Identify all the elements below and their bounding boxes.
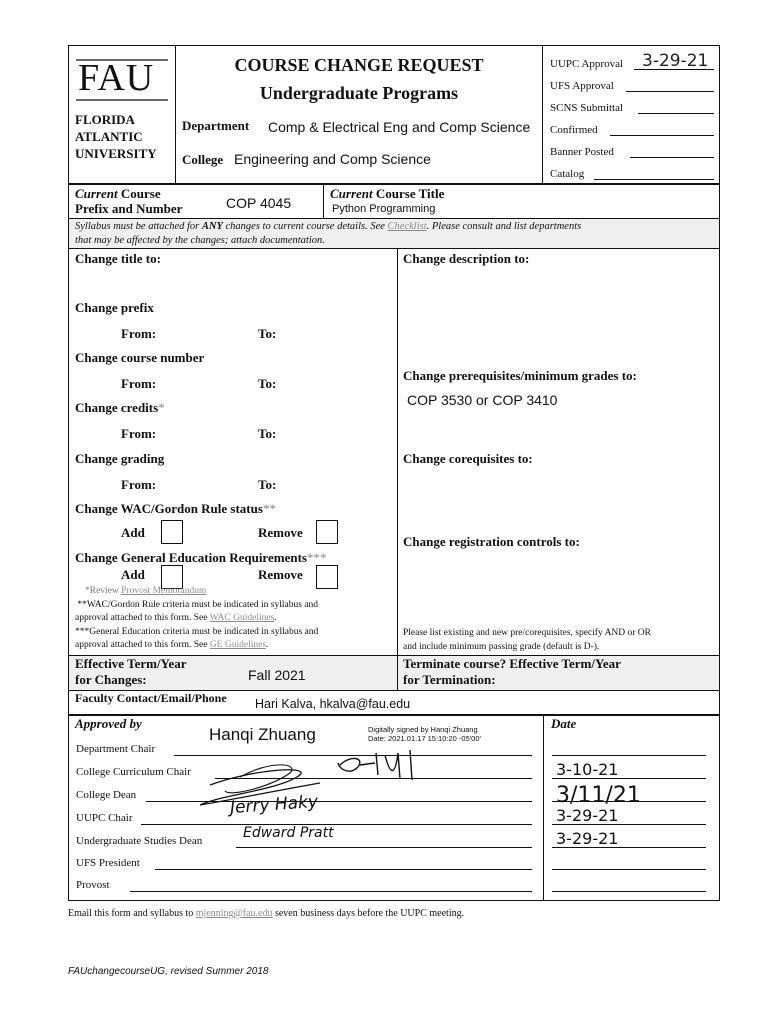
uupc-approval-date[interactable]: 3-29-21 — [642, 51, 709, 71]
prereq-field[interactable]: COP 3530 or COP 3410 — [407, 392, 558, 408]
course-title-label — [330, 186, 444, 202]
approval-date: 3/11/21 — [556, 783, 641, 808]
footnote-text: approval attached to this form. See — [75, 613, 210, 623]
prereq-note — [403, 627, 718, 654]
email-text: seven business days before the UUPC meeting. — [272, 908, 465, 919]
change-prefix-label: Change prefix — [75, 300, 154, 315]
note-text: that may be affected by the changes; attach documentation. — [75, 235, 325, 246]
divider — [323, 183, 324, 218]
gened-text: Change General Education Requirements — [75, 550, 307, 565]
confirmed-label: Confirmed — [550, 124, 598, 136]
logo-text: FAU — [78, 57, 155, 99]
footnote-text: approval attached to this form. See — [75, 640, 210, 650]
department-label: Department — [182, 118, 250, 133]
approval-row-label: UFS President — [76, 857, 140, 869]
approval-date: 3-29-21 — [556, 806, 619, 825]
date-label: Date — [551, 716, 577, 731]
to-label: To: — [258, 376, 277, 391]
gened-star: *** — [306, 550, 327, 565]
effective-term-field[interactable]: Fall 2021 — [248, 667, 306, 683]
footnote-text: . — [266, 640, 269, 650]
change-coreq-label: Change corequisites to: — [403, 451, 533, 466]
form-subtitle: Undergraduate Programs — [259, 83, 459, 103]
syllabus-note — [75, 220, 715, 248]
prefix-number-word: Prefix and Number — [75, 201, 183, 216]
footnote-text: *Review — [85, 586, 122, 596]
prefix-number-field[interactable]: COP 4045 — [226, 195, 292, 211]
wac-text: Change WAC/Gordon Rule status — [75, 501, 263, 516]
uupc-approval-label: UUPC Approval — [550, 58, 624, 70]
wac-guidelines-link[interactable]: WAC Guidelines — [209, 613, 275, 623]
left-footnotes — [75, 585, 395, 653]
change-title-label: Change title to: — [75, 251, 161, 266]
change-credits-label — [75, 400, 165, 416]
from-label: From: — [121, 326, 157, 341]
signature-line[interactable] — [236, 847, 532, 848]
gened-add-label: Add — [121, 567, 145, 582]
university-line: FLORIDA — [75, 112, 135, 127]
change-registration-label: Change registration controls to: — [403, 534, 580, 549]
note-text: . Please consult and list departments — [426, 221, 582, 232]
change-grading-label: Change grading — [75, 451, 165, 466]
divider — [397, 655, 398, 690]
current-word: Current — [75, 186, 118, 201]
course-title-word: Course Title — [372, 186, 445, 201]
date-line[interactable] — [552, 891, 706, 892]
email-link[interactable]: mjenning@fau.edu — [195, 908, 273, 919]
note-text: Please list existing and new pre/corequisites, specify AND or OR — [403, 628, 652, 638]
university-line: ATLANTIC — [75, 129, 143, 144]
approvals-box — [550, 53, 716, 185]
ufs-approval-label: UFS Approval — [550, 80, 614, 92]
date-line[interactable] — [552, 869, 706, 870]
department-field[interactable]: Comp & Electrical Eng and Comp Science — [268, 119, 531, 135]
wac-remove-checkbox[interactable] — [316, 520, 338, 544]
termination-label — [403, 656, 621, 688]
change-wac-label — [75, 501, 276, 517]
approval-row-label: Department Chair — [76, 743, 156, 755]
change-number-label: Change course number — [75, 350, 205, 365]
fau-logo — [74, 52, 170, 104]
approval-row-label: UUPC Chair — [76, 812, 133, 824]
note-text: Syllabus must be attached for — [75, 221, 202, 232]
wac-remove-label: Remove — [258, 525, 303, 540]
to-label: To: — [258, 426, 277, 441]
credits-star: * — [158, 400, 165, 415]
label-line: for Changes: — [75, 672, 147, 687]
scns-submittal-label: SCNS Submittal — [550, 102, 624, 114]
footnote-text: . — [274, 613, 277, 623]
university-line: UNIVERSITY — [75, 146, 157, 161]
dean-signature: Edward Pratt — [243, 825, 334, 841]
divider — [397, 248, 398, 690]
approval-date: 3-29-21 — [556, 829, 619, 848]
credits-text: Change credits — [75, 400, 159, 415]
revision-note: FAUchangecourseUG, revised Summer 2018 — [68, 966, 269, 977]
change-prereq-label: Change prerequisites/minimum grades to: — [403, 368, 637, 383]
note-text: changes to current course details. See — [222, 221, 388, 232]
divider — [68, 248, 720, 249]
digital-line: Digitally signed by Hanqi Zhuang — [368, 725, 478, 734]
label-line: Terminate course? Effective Term/Year — [403, 656, 621, 671]
university-name — [75, 111, 157, 162]
gened-remove-label: Remove — [258, 567, 303, 582]
approval-row-label: College Dean — [76, 789, 137, 801]
approval-row-label: Undergraduate Studies Dean — [76, 835, 203, 847]
signature-scribbles — [190, 745, 440, 835]
divider — [68, 714, 720, 716]
divider — [543, 714, 544, 901]
from-label: From: — [121, 477, 157, 492]
to-label: To: — [258, 477, 277, 492]
change-description-label: Change description to: — [403, 251, 530, 266]
course-word: Course — [117, 186, 161, 201]
form-title: COURSE CHANGE REQUEST — [234, 55, 484, 75]
banner-posted-label: Banner Posted — [550, 146, 614, 158]
digital-line: Date: 2021.01.17 15:10:20 -05'00' — [368, 734, 481, 743]
course-title-field[interactable]: Python Programming — [332, 203, 436, 215]
effective-term-label — [75, 656, 187, 688]
prefix-label — [75, 186, 182, 216]
catalog-label: Catalog — [550, 168, 585, 180]
note-text: and include minimum passing grade (default is D-). — [403, 641, 600, 652]
current-word: Current — [330, 186, 373, 201]
label-line: for Termination: — [403, 672, 496, 687]
note-any: ANY — [201, 221, 223, 232]
approval-row-label: College Curriculum Chair — [76, 766, 191, 778]
email-instructions — [68, 908, 464, 919]
wac-star: ** — [262, 501, 276, 516]
approval-row-label: Provost — [76, 879, 110, 891]
to-label: To: — [258, 326, 277, 341]
footnote-text: **WAC/Gordon Rule criteria must be indicated in syllabus and — [77, 599, 318, 610]
wac-add-label: Add — [121, 525, 145, 540]
signature-line[interactable] — [155, 869, 532, 870]
wac-add-checkbox[interactable] — [161, 520, 183, 544]
approved-by-label: Approved by — [75, 716, 142, 731]
college-label: College — [182, 152, 224, 167]
from-label: From: — [121, 376, 157, 391]
divider — [542, 45, 543, 183]
from-label: From: — [121, 426, 157, 441]
uupc-signature: Jerry Haky — [229, 791, 319, 819]
provost-memorandum-link[interactable]: Provost Memorandum — [121, 586, 207, 596]
date-line[interactable] — [552, 755, 706, 756]
checklist-link[interactable]: Checklist — [387, 221, 427, 232]
digital-signature-note — [368, 725, 481, 743]
change-gened-label — [75, 550, 326, 566]
footnote-text: ***General Education criteria must be indicated in syllabus and — [75, 626, 319, 637]
label-line: Effective Term/Year — [75, 656, 187, 671]
faculty-contact-field[interactable]: Hari Kalva, hkalva@fau.edu — [255, 697, 411, 711]
email-text: Email this form and syllabus to — [68, 908, 196, 919]
ge-guidelines-link[interactable]: GE Guidelines — [209, 640, 267, 650]
approval-date: 3-10-21 — [556, 760, 619, 779]
faculty-contact-label: Faculty Contact/Email/Phone — [75, 691, 227, 705]
college-field[interactable]: Engineering and Comp Science — [234, 151, 431, 167]
signature-line[interactable] — [130, 891, 532, 892]
chair-digital-name: Hanqi Zhuang — [209, 725, 316, 744]
